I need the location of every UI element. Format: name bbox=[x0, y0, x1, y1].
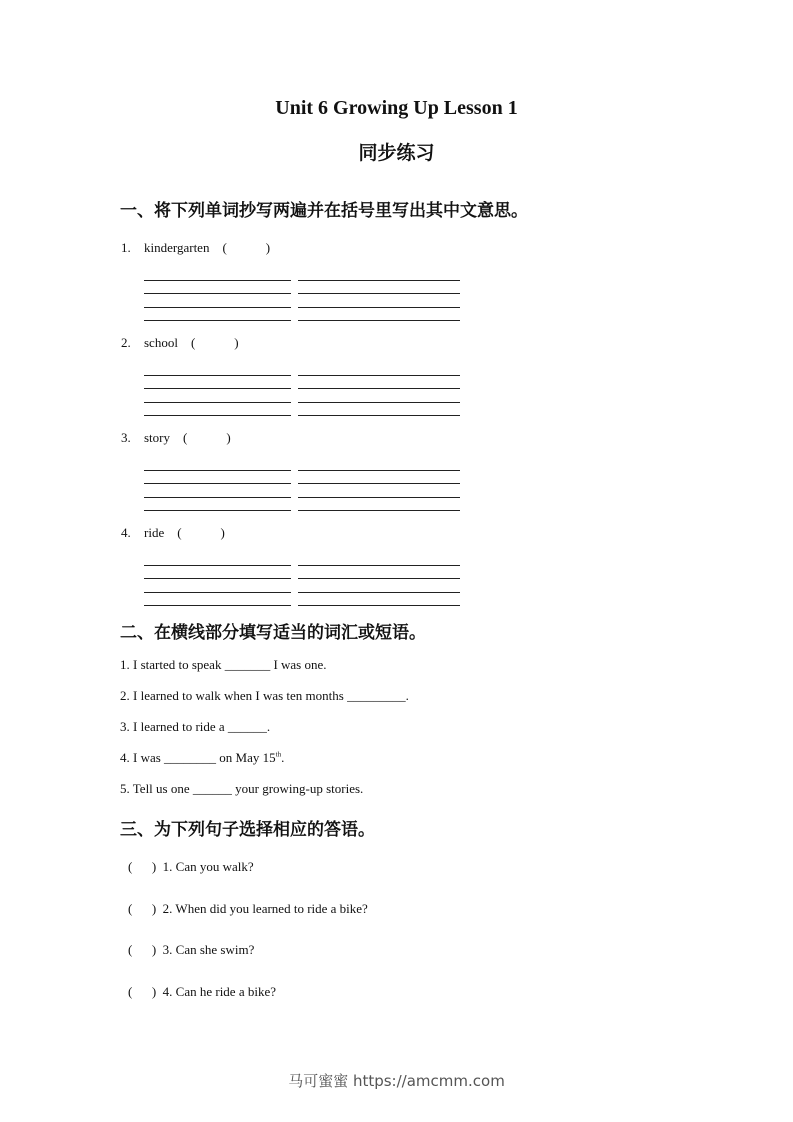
choice-item-2: ( ) 2. When did you learned to ride a bike? bbox=[128, 901, 368, 916]
word-paren: ( ) bbox=[190, 335, 239, 350]
word-number: 1. bbox=[121, 240, 131, 255]
word-paren: ( ) bbox=[222, 240, 271, 255]
page-title: Unit 6 Growing Up Lesson 1 bbox=[275, 97, 518, 119]
word-text: school bbox=[144, 335, 178, 350]
fill-item-2: 2. I learned to walk when I was ten months _________. bbox=[120, 688, 409, 703]
fill-item-4-after: . bbox=[281, 750, 285, 765]
section1-heading: 一、将下列单词抄写两遍并在括号里写出其中文意思。 bbox=[120, 201, 528, 221]
choice-item-3: ( ) 3. Can she swim? bbox=[128, 942, 255, 957]
word-text: ride bbox=[144, 525, 165, 540]
word-number: 4. bbox=[121, 525, 131, 540]
fill-item-4 bbox=[120, 750, 284, 766]
word-text: kindergarten bbox=[144, 240, 210, 255]
word-item bbox=[121, 430, 231, 446]
fill-item-4-text: 4. I was ________ on May 15 bbox=[120, 750, 276, 765]
word-item bbox=[121, 525, 225, 541]
page-subtitle: 同步练习 bbox=[358, 142, 435, 164]
footer-watermark: 马可蜜蜜 https://amcmm.com bbox=[288, 1072, 505, 1090]
fill-item-5: 5. Tell us one ______ your growing-up stories. bbox=[120, 781, 364, 796]
fill-item-4-sup: th bbox=[275, 750, 282, 759]
word-number: 3. bbox=[121, 430, 131, 445]
word-paren: ( ) bbox=[177, 525, 225, 540]
word-item bbox=[121, 335, 239, 351]
fill-item-1: 1. I started to speak _______ I was one. bbox=[120, 657, 327, 672]
fill-item-3: 3. I learned to ride a ______. bbox=[120, 719, 271, 734]
choice-item-1: ( ) 1. Can you walk? bbox=[128, 859, 254, 874]
choice-item-4: ( ) 4. Can he ride a bike? bbox=[128, 984, 277, 999]
section2-heading: 二、在横线部分填写适当的词汇或短语。 bbox=[120, 623, 426, 643]
word-paren: ( ) bbox=[183, 430, 231, 445]
word-text: story bbox=[144, 430, 170, 445]
word-item bbox=[121, 240, 270, 256]
section3-heading: 三、为下列句子选择相应的答语。 bbox=[120, 820, 375, 840]
word-number: 2. bbox=[121, 335, 131, 350]
